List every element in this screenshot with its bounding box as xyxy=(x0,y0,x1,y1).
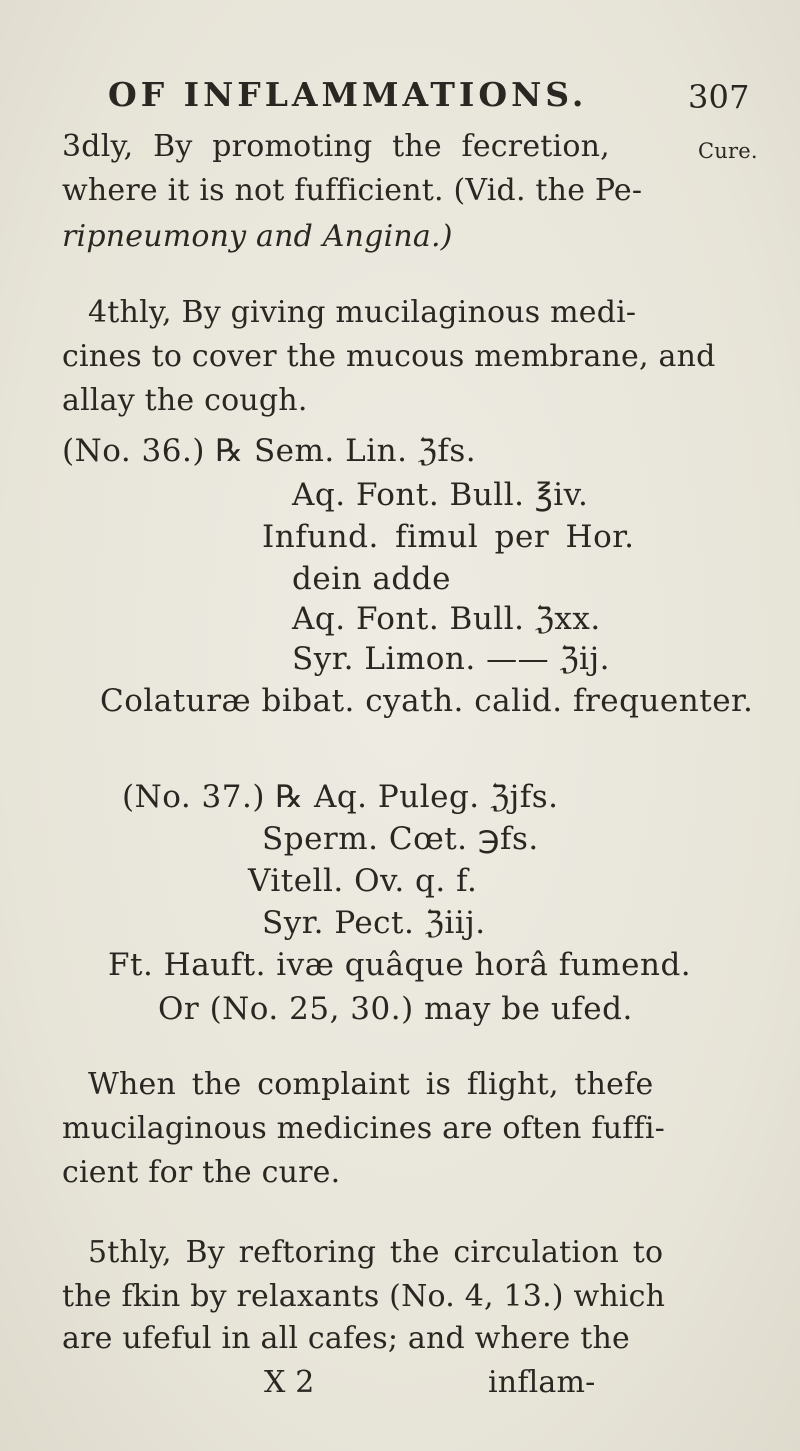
signature-mark: X 2 xyxy=(264,1365,315,1400)
paragraph-line: allay the cough. xyxy=(62,383,308,418)
prescription-line: Infund. fimul per Hor. xyxy=(262,519,635,555)
prescription-line: (No. 37.) ℞ Aq. Puleg. ℨjfs. xyxy=(122,779,559,815)
paragraph-line: 4thly, By giving mucilaginous medi- xyxy=(88,295,637,330)
prescription-line: Or (No. 25, 30.) may be ufed. xyxy=(158,991,633,1027)
prescription-line: dein adde xyxy=(292,561,451,597)
paragraph-line: 3dly, By promoting the fecretion, xyxy=(62,129,610,164)
prescription-line: Sperm. Cœt. ℈fs. xyxy=(262,821,539,857)
margin-note: Cure. xyxy=(698,139,758,163)
prescription-line: Aq. Font. Bull. ℨxx. xyxy=(292,601,601,637)
prescription-line: (No. 36.) ℞ Sem. Lin. ℨfs. xyxy=(62,433,477,469)
prescription-line: Syr. Limon. —— ℨij. xyxy=(292,641,610,677)
paragraph-line: When the complaint is flight, thefe xyxy=(88,1067,654,1102)
paragraph-line: where it is not fufficient. (Vid. the Pe- xyxy=(62,173,643,208)
prescription-line: Syr. Pect. ℨiij. xyxy=(262,905,486,941)
page-number: 307 xyxy=(688,78,750,116)
paragraph-line: the fkin by relaxants (No. 4, 13.) which xyxy=(62,1279,666,1314)
paragraph-line: cient for the cure. xyxy=(62,1155,341,1190)
prescription-line: Aq. Font. Bull. ℥iv. xyxy=(292,477,589,513)
prescription-line: Ft. Hauft. ivæ quâque horâ fumend. xyxy=(108,947,692,983)
paragraph-line: ripneumony and Angina.) xyxy=(62,219,453,254)
prescription-line: Vitell. Ov. q. f. xyxy=(248,863,478,899)
paragraph-line: mucilaginous medicines are often fuffi- xyxy=(62,1111,665,1146)
running-title: OF INFLAMMATIONS. xyxy=(108,75,588,114)
paragraph-line: cines to cover the mucous membrane, and xyxy=(62,339,716,374)
prescription-line: Colaturæ bibat. cyath. calid. frequenter. xyxy=(100,683,754,719)
paragraph-line: 5thly, By reftoring the circulation to xyxy=(88,1235,664,1270)
paragraph-line: are ufeful in all cafes; and where the xyxy=(62,1321,630,1356)
catchword: inflam- xyxy=(488,1365,596,1400)
